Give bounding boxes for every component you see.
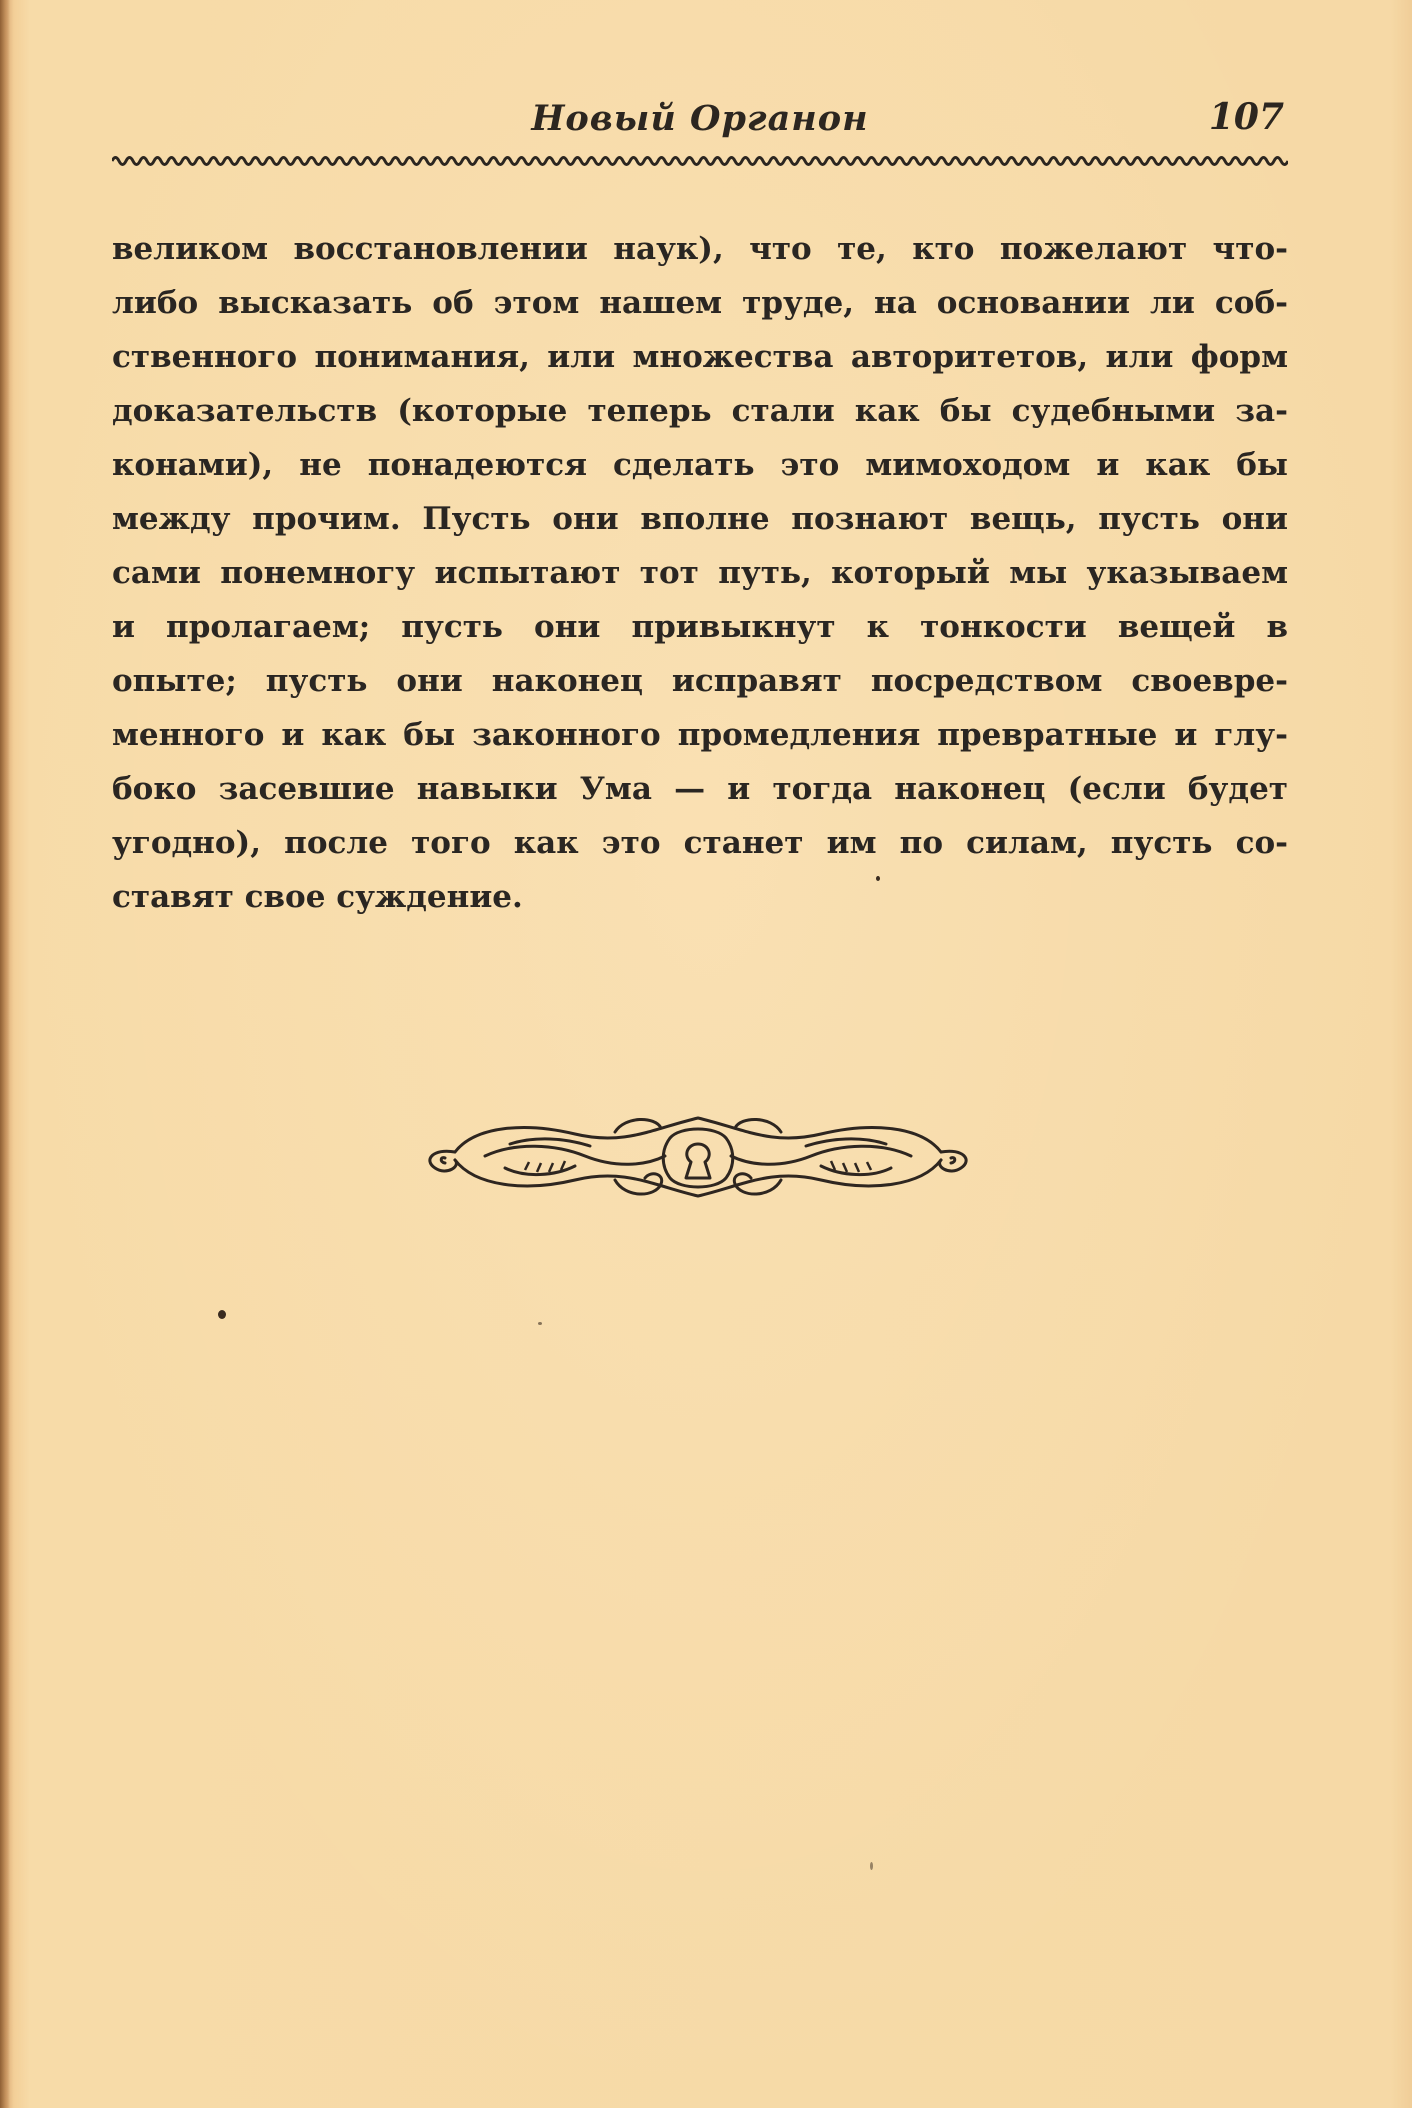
text-line: боко засевшие навыки Ума — и тогда наконец (если будет xyxy=(112,771,1288,807)
text-line: между прочим. Пусть они вполне познают вещь, пусть они xyxy=(112,501,1288,537)
running-head xyxy=(112,92,1288,152)
text-line: доказательств (которые теперь стали как бы судебными за- xyxy=(112,393,1288,429)
text-line: конами), не понадеются сделать это мимоходом и как бы xyxy=(112,447,1288,483)
paper-speck xyxy=(876,876,880,881)
text-line: великом восстановлении наук), что те, кто пожелают что- xyxy=(112,231,1288,267)
text-line: опыте; пусть они наконец исправят посредством своевре- xyxy=(112,663,1288,699)
text-line: ственного понимания, или множества авторитетов, или форм xyxy=(112,339,1288,375)
page-number: 107 xyxy=(1208,96,1284,138)
decorative-scroll-ornament-icon xyxy=(415,1108,981,1204)
text-line: менного и как бы законного промедления превратные и глу- xyxy=(112,717,1288,753)
paper-speck xyxy=(870,1862,873,1870)
page-binding-shadow xyxy=(0,0,10,2108)
text-line: либо высказать об этом нашем труде, на основании ли соб- xyxy=(112,285,1288,321)
running-title: Новый Органон xyxy=(531,98,869,139)
text-line: сами понемногу испытают тот путь, который мы указываем xyxy=(112,555,1288,591)
text-line: и пролагаем; пусть они привыкнут к тонкости вещей в xyxy=(112,609,1288,645)
wavy-rule-divider xyxy=(112,152,1288,170)
body-text xyxy=(112,222,1288,924)
text-line: ставят свое суждение. xyxy=(112,879,523,915)
text-line: угодно), после того как это станет им по силам, пусть со- xyxy=(112,825,1288,861)
paper-speck xyxy=(218,1310,226,1319)
paper-speck xyxy=(538,1322,542,1325)
